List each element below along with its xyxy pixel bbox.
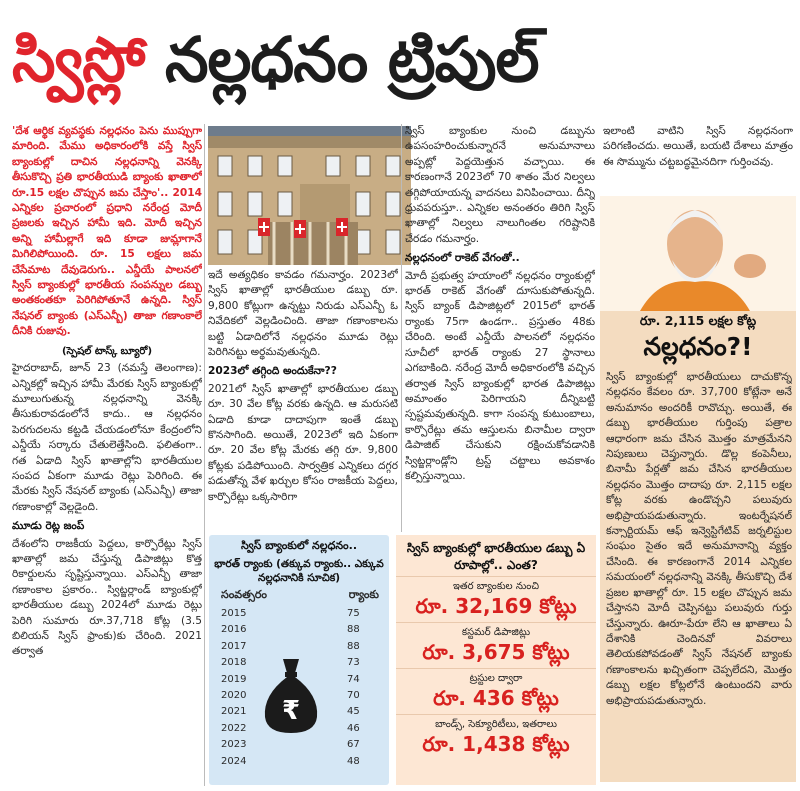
- money-box-title: స్విస్ బ్యాంకుల్లో భారతీయుల డబ్బు ఏ రూపాల్లో.. ఎంత?: [406, 541, 586, 572]
- rank-value: 88: [347, 640, 360, 652]
- body-paragraph: 2021లో స్విస్ ఖాతాల్లో భారతీయుల డబ్బు రూ. 30 వేల కోట్ల వరకు ఉన్నది. ఆ మరుసటి ఏడాది కూడా దాదాపుగా ఇంతే డబ్బు కొనసాగింది. అయితే, 2023లో ఇది ఏకంగా రూ. 20 వేల కోట్ల మేరకు తగ్గి రూ. 9,800 కోట్లకు పడిపోయింది. సార్వత్రిక ఎన్నికలు దగ్గర పడుతోన్న వేళ ఖర్చుల కోసం రాజకీయ పెద్దలు, కార్పొరేట్లు ఒక్కసారిగా: [208, 382, 398, 503]
- rank-year: 2015: [221, 608, 247, 619]
- rank-table-header: [209, 585, 389, 606]
- rank-value: 45: [347, 706, 360, 718]
- money-breakdown-box: [396, 535, 596, 785]
- rank-value: 70: [347, 690, 360, 702]
- body-paragraph: స్విస్ బ్యాంకుల నుంచి డబ్బును ఉపసంహరించుకున్నారనే అనుమానాలు అప్పట్లో పెద్దయెత్తున వచ్చాయి. ఈ కారణంగానే 2023లో 70 శాతం మేర నిల్వలు తగ్గిపోయాయన్న వాదనలు వినిపించాయి. దీన్ని ధ్రువపరుస్తూ.. ఎన్నికల అనంతరం తిరిగి స్విస్ ఖాతాల్లో నిల్వలు నాలుగింతల గరిష్టానికి చేరడం గమనార్హం.: [405, 125, 595, 245]
- column-divider: [401, 124, 402, 532]
- rank-value: 73: [347, 657, 360, 669]
- byline: (స్పెషల్ టాస్క్ బ్యూరో): [61, 345, 153, 357]
- rank-box-subtitle: భారత్ ర్యాంకు (తక్కువ ర్యాంకు.. ఎక్కువ నల్లధనానికి సూచిక): [214, 558, 384, 584]
- money-item-label: ట్రస్టుల ద్వారా: [469, 673, 523, 684]
- body-paragraph: ఇలాంటి వాటిని స్విస్ నల్లధనంగా పరిగణించదు. అయితే, బయటి దేశాలు మాత్రం ఈ సొమ్మును చట్టబద్ధమైనదిగా గుర్తించవు.: [603, 125, 793, 168]
- body-paragraph: మోదీ ప్రభుత్వ హయాంలో నల్లధనం ర్యాంకుల్లో భారత్ రాకెట్ వేగంతో దూసుకుపోతున్నది. స్విస్ బ్యాంక్ డిపాజిట్లలో 2015లో భారత్ ర్యాంకు 75గా ఉండగా.. ప్రస్తుతం 48కు చేరింది. అంటే ఎన్డీయే పాలనలో నల్లధనం సూచీలో భారత్ ర్యాంకు 27 స్థానాలు ఎగబాకింది. నరేంద్ర మోదీ అధికారంలోకి వచ్చిన తర్వాత స్విస్ బ్యాంకుల్లో భారత డిపాజిట్లు అమాంతం పెరిగాయని దీన్నిబట్టి స్పష్టమవుతున్నది. కాగా సంపన్న కుటుంబాలు, కార్పొరేట్లు తమ ఆస్తులను బినామీల ద్వారా డిపాజిట్ చేసుకుని రక్షించుకోవడానికి స్విట్జర్లాండ్లోని ట్రస్ట్ చట్టాలు అవకాశం కల్పిస్తున్నాయి.: [405, 269, 595, 482]
- rank-row: [209, 737, 389, 753]
- column-1: [12, 124, 202, 786]
- svg-text:₹: ₹: [281, 696, 301, 726]
- rank-row: [209, 754, 389, 770]
- money-item-label: ఇతర బ్యాంకుల నుంచి: [452, 581, 540, 592]
- money-item-label: కస్టమర్ డిపాజిట్లు: [461, 627, 531, 638]
- headline-red: స్విస్: [12, 23, 145, 96]
- column-4: [603, 124, 793, 192]
- rank-column-header: ర్యాంకు: [348, 588, 379, 601]
- leader-portrait: [600, 196, 796, 311]
- body-paragraph: దేశంలోని రాజకీయ పెద్దలు, కార్పొరేట్లు స్విస్ ఖాతాల్లో జమ చేస్తున్న డిపాజిట్లు కొత్త రికార్డులను సృష్టిస్తున్నాయి. ఎస్ఎన్బీ తాజా గణాంకాల ప్రకారం.. స్విట్జర్లాండ్ బ్యాంకుల్లో భారతీయుల డబ్బు 2024లో మూడు రెట్లు పెరిగి సుమారు రూ.37,718 కోట్ల (3.5 బిలియన్ స్విస్ ఫ్రాంకు)కు చేరింది. 2021 తర్వాత: [12, 537, 202, 658]
- headline-black: లో నల్లధనం ట్రిపుల్: [144, 23, 539, 96]
- money-item: [396, 576, 596, 622]
- money-item: [396, 668, 596, 714]
- subheading-2023-drop: 2023లో తగ్గింది అందుకేనా??: [208, 365, 337, 378]
- rank-box-title: స్విస్ బ్యాంకులో నల్లధనం..: [241, 539, 357, 552]
- rank-year: 2019: [221, 673, 247, 685]
- subheading-triple-jump: మూడు రెట్ల జంప్: [12, 520, 85, 533]
- sidebar-title: నల్లధనం?!: [643, 332, 753, 361]
- money-item-label: బాండ్స్, సెక్యూరిటీలు, ఇతరాలు: [435, 719, 557, 730]
- sidebar-body: స్విస్ బ్యాంకుల్లో భారతీయులు దాచుకొన్న నల్లధనం కేవలం రూ. 37,700 కోట్లేనా అనే అనుమానం అందరికీ రావొచ్చు. అయితే, ఈ డబ్బు భారతీయుల గుర్తింపు పత్రాల ఆధారంగా జమ చేసిన మొత్తం మాత్రమేనని నిపుణులు చెప్తున్నారు. డొల్ల కంపెనీలు, బినామీ పేర్లతో జమ చేసిన భారతీయుల నల్లధనం మొత్తం దాదాపు రూ. 2,115 లక్షల కోట్ల వరకు ఉండొచ్చని పలువురు అభిప్రాయపడుతున్నారు. ఇంటర్నేషనల్ కన్సార్టియమ్ ఆఫ్ ఇన్వెస్టిగేటివ్ జర్నలిస్టుల సంఘం సైతం ఇదే అనుమానాన్ని వ్యక్తం చేసింది. ఈ కారణంగానే 2014 ఎన్నికల సమయంలో నల్లధనాన్ని వెనక్కి తీసుకొచ్చి దేశ ప్రజల ఖాతాల్లో రూ. 15 లక్షల చొప్పున జమ చేస్తానని మోదీ చెప్పినట్టు పలువురు గుర్తు చేస్తున్నారు. ఊరూ-పేరూ లేని ఆ ఖాతాలు ఏ దేశానికి చెందినవో వివరాలు తెలియకపోవడంతో స్విస్ నేషనల్ బ్యాంకు గణాంకాలను ఖచ్చితంగా చెప్పలేదని, మొత్తం డబ్బు లక్షల కోట్లలోనే ఉంటుందని వారు అభిప్రాయపడుతున్నారు.: [606, 371, 792, 707]
- rank-table-box: [209, 535, 389, 785]
- rank-row: [209, 606, 389, 622]
- year-column-header: సంవత్సరం: [221, 588, 268, 601]
- rank-year: 2021: [221, 706, 247, 718]
- headline: [12, 6, 788, 114]
- rank-year: 2020: [221, 690, 247, 702]
- money-item: [396, 622, 596, 668]
- rank-value: 74: [347, 673, 360, 685]
- rank-row: [209, 622, 389, 638]
- rank-value: 67: [347, 739, 360, 751]
- body-paragraph: ఇదే అత్యధికం కావడం గమనార్హం. 2023లో స్విస్ ఖాతాల్లో భారతీయుల డబ్బు రూ. 9,800 కోట్లుగా ఉన్నట్టు నిరుడు ఎస్ఎన్బీ ఓ నివేదికలో వెల్లడించింది. తాజా గణాంకాలను బట్టి ఏడాదిలోనే నల్లధనం మూడు రెట్లు పెరిగినట్టు అర్థమవుతున్నది.: [208, 269, 398, 359]
- rank-value: 48: [347, 755, 360, 767]
- sidebar-subtitle: రూ. 2,115 లక్షల కోట్ల: [639, 313, 757, 328]
- swiss-building-photo: [208, 126, 411, 265]
- column-divider: [204, 124, 205, 786]
- money-item-value: రూ. 1,438 కోట్లు: [422, 732, 570, 756]
- rank-year: 2022: [221, 722, 247, 734]
- money-item-value: రూ. 3,675 కోట్లు: [422, 640, 570, 664]
- rank-year: 2024: [221, 755, 247, 767]
- money-bag-icon: [259, 655, 323, 735]
- lead-paragraph: 'దేశ ఆర్థిక వ్యవస్థకు నల్లధనం పెను ముప్పుగా మారింది. మేము అధికారంలోకి వస్తే స్విస్ బ్యాంకుల్లో దాచిన నల్లధనాన్ని వెనక్కి తీసుకొచ్చి ప్రతి భారతీయుడి బ్యాంకు ఖాతాలో రూ.15 లక్షల చొప్పున జమ చేస్తాం'.. 2014 ఎన్నికల ప్రచారంలో ప్రధాని నరేంద్ర మోదీ ప్రజలకు ఇచ్చిన హామీ ఇది. మోదీ ఇచ్చిన అన్ని హామీల్లాగే ఇది కూడా జుమ్లాగానే మిగిలిపోయింది. రూ. 15 లక్షలు జమ చేసేమాట దేవుడెరుగు.. ఎన్డీయే పాలనలో స్విస్ బ్యాంకుల్లో భారతీయ సంపన్నుల డబ్బు అంతకంతకూ పెరిగిపోతూనే ఉన్నది. స్విస్ నేషనల్ బ్యాంకు (ఎస్ఎన్బీ) తాజా గణాంకాలే దీనికి రుజువు.: [12, 125, 202, 338]
- dateline-paragraph: హైదరాబాద్, జూన్ 23 (నమస్తే తెలంగాణ): ఎన్నికల్లో ఇచ్చిన హామీ మేరకు స్విస్ బ్యాంకుల్లో మూలుగుతున్న నల్లధనాన్ని వెనక్కి తీసుకురావడంలోనే కాదు.. ఆ నల్లధనం పెరగుదలను కట్టడి చేయడంలోనూ కేంద్రంలోని ఎన్డీయే సర్కారు చేతులెత్తేసింది. ఫలితంగా.. గత ఏడాది స్విస్ ఖాతాల్లోని భారతీయుల సంపద ఏకంగా మూడు రెట్లు పెరిగింది. ఈ మేరకు స్విస్ నేషనల్ బ్యాంకు (ఎస్ఎన్బీ) తాజా గణాంకాల్లో వెల్లడైంది.: [12, 362, 202, 513]
- rank-year: 2023: [221, 739, 247, 751]
- column-2: [208, 268, 398, 530]
- rank-value: 75: [347, 608, 360, 619]
- rank-year: 2018: [221, 657, 247, 669]
- rank-year: 2017: [221, 640, 247, 652]
- column-3: [405, 124, 595, 530]
- money-item-value: రూ. 32,169 కోట్లు: [415, 594, 577, 618]
- money-item-value: రూ. 436 కోట్లు: [433, 686, 559, 710]
- money-item: [396, 714, 596, 760]
- rank-year: 2016: [221, 624, 247, 636]
- rank-value: 88: [347, 624, 360, 636]
- rank-row: [209, 639, 389, 655]
- subheading-rocket-speed: నల్లధనంలో రాకెట్ వేగంతో..: [405, 252, 520, 265]
- rank-value: 46: [347, 722, 360, 734]
- black-money-sidebar: [600, 196, 796, 782]
- money-items: [396, 576, 596, 760]
